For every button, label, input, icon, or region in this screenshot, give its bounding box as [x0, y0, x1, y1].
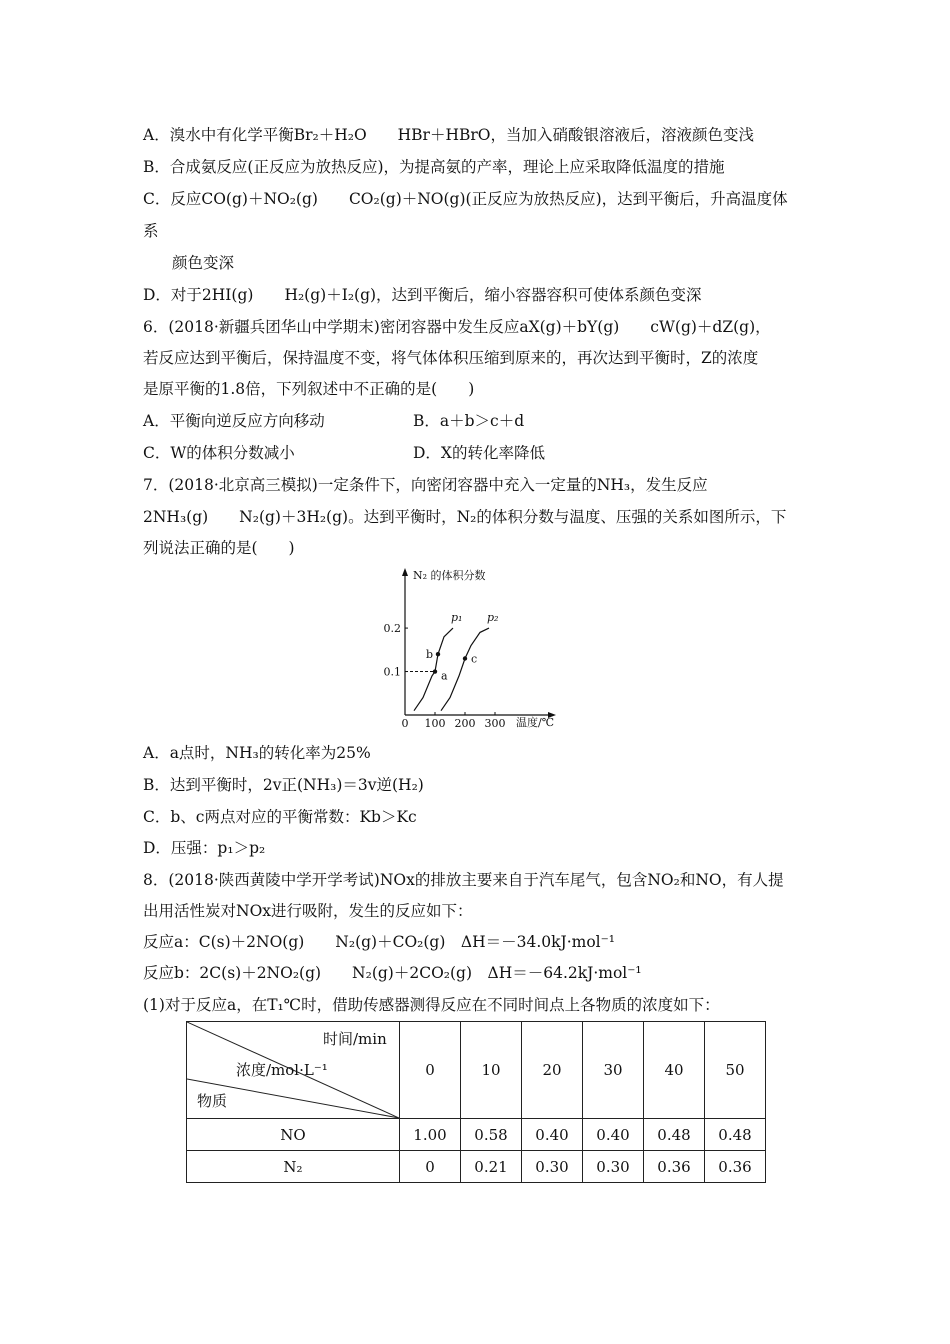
- y-tick-label: 0.1: [383, 665, 401, 679]
- n2-fraction-chart: [370, 565, 570, 730]
- q6-option-c: C．W的体积分数减小: [143, 444, 295, 462]
- time-40: 40: [644, 1022, 705, 1119]
- cell: 0.36: [644, 1151, 705, 1183]
- option-b: B．合成氨反应(正反应为放热反应)，为提高氨的产率，理论上应采取降低温度的措施: [143, 158, 725, 176]
- point-label-b: b: [426, 648, 434, 662]
- option-c: C．反应CO(g)＋NO₂(g) CO₂(g)＋NO(g)(正反应为放热反应)，达到平衡后，升高温度体: [143, 190, 788, 208]
- x-axis-label: 温度/℃: [516, 716, 555, 729]
- header-substance: 物质: [197, 1092, 228, 1110]
- row-label: NO: [187, 1119, 400, 1151]
- reaction-a: 反应a：C(s)＋2NO(g) N₂(g)＋CO₂(g) ΔH＝－34.0kJ·mol⁻¹: [143, 933, 616, 951]
- header-conc: 浓度/mol·L⁻¹: [236, 1061, 328, 1079]
- cell: 0.58: [461, 1119, 522, 1151]
- option-c-cont2: 颜色变深: [172, 254, 235, 272]
- point-c: [463, 656, 467, 660]
- q7-option-c: C．b、c两点对应的平衡常数：Kb＞Kc: [143, 808, 417, 826]
- chart-axes: [402, 568, 556, 718]
- time-20: 20: [522, 1022, 583, 1119]
- q6-option-a: A．平衡向逆反应方向移动: [143, 412, 325, 430]
- question-7-line3: 列说法正确的是( ): [143, 539, 295, 557]
- point-label-a: a: [441, 669, 448, 683]
- q7-option-b: B．达到平衡时，2v正(NH₃)＝3v逆(H₂): [143, 776, 424, 794]
- question-6: 6．(2018·新疆兵团华山中学期末)密闭容器中发生反应aX(g)＋bY(g) cW(g)＋dZ(g)，: [143, 318, 771, 336]
- table-row-n2: [187, 1151, 766, 1183]
- time-30: 30: [583, 1022, 644, 1119]
- question-7-line2: 2NH₃(g) N₂(g)＋3H₂(g)。达到平衡时，N₂的体积分数与温度、压强的关系如图所示，下: [143, 508, 787, 526]
- cell: 0.30: [522, 1151, 583, 1183]
- q6-option-b: B．a＋b＞c＋d: [413, 412, 525, 430]
- series-line-2: [441, 628, 489, 711]
- cell: 0: [400, 1151, 461, 1183]
- question-8-line2: 出用活性炭对NOx进行吸附，发生的反应如下：: [143, 902, 473, 920]
- y-axis-label: N₂ 的体积分数: [413, 569, 486, 582]
- point-b: [436, 652, 440, 656]
- q7-option-a: A．a点时，NH₃的转化率为25%: [143, 744, 371, 762]
- row-label: N₂: [187, 1151, 400, 1183]
- x-tick-label: 0: [401, 717, 409, 730]
- cell: 0.48: [705, 1119, 766, 1151]
- point-label-c: c: [471, 652, 478, 666]
- point-a: [433, 669, 437, 673]
- cell: 0.40: [583, 1119, 644, 1151]
- question-6-line3: 是原平衡的1.8倍，下列叙述中不正确的是( ): [143, 380, 475, 398]
- table-corner-header: [187, 1022, 400, 1119]
- time-0: 0: [400, 1022, 461, 1119]
- option-a: A．溴水中有化学平衡Br₂＋H₂O HBr＋HBrO，当加入硝酸银溶液后，溶液颜色变浅: [143, 126, 754, 144]
- series-label-2: p₂: [487, 611, 499, 625]
- option-c-cont: 系: [143, 222, 159, 240]
- question-8: 8．(2018·陕西黄陵中学开学考试)NOx的排放主要来自于汽车尾气，包含NO₂和NO，有人提: [143, 871, 784, 889]
- table-row-no: [187, 1119, 766, 1151]
- question-6-line2: 若反应达到平衡后，保持温度不变，将气体体积压缩到原来的，再次达到平衡时，Z的浓度: [143, 349, 759, 367]
- question-7: 7．(2018·北京高三模拟)一定条件下，向密闭容器中充入一定量的NH₃，发生反应: [143, 476, 708, 494]
- reaction-b: 反应b：2C(s)＋2NO₂(g) N₂(g)＋2CO₂(g) ΔH＝－64.2kJ·mol⁻¹: [143, 964, 642, 982]
- q7-option-d: D．压强：p₁＞p₂: [143, 839, 266, 857]
- option-d: D．对于2HI(g) H₂(g)＋I₂(g)，达到平衡后，缩小容器容积可使体系颜色变深: [143, 286, 702, 304]
- q6-option-d: D．X的转化率降低: [413, 444, 545, 462]
- x-tick-label: 300: [484, 717, 506, 730]
- cell: 1.00: [400, 1119, 461, 1151]
- question-8-part1: (1)对于反应a，在T₁℃时，借助传感器测得反应在不同时间点上各物质的浓度如下：: [143, 996, 720, 1014]
- y-tick-label: 0.2: [383, 622, 401, 636]
- table-header-row: [187, 1022, 766, 1119]
- time-50: 50: [705, 1022, 766, 1119]
- concentration-table: [186, 1021, 766, 1183]
- cell: 0.21: [461, 1151, 522, 1183]
- time-10: 10: [461, 1022, 522, 1119]
- cell: 0.48: [644, 1119, 705, 1151]
- series-label-1: p₁: [451, 611, 463, 625]
- cell: 0.40: [522, 1119, 583, 1151]
- cell: 0.30: [583, 1151, 644, 1183]
- header-time: 时间/min: [323, 1030, 387, 1048]
- x-tick-label: 100: [424, 717, 446, 730]
- x-tick-label: 200: [454, 717, 476, 730]
- cell: 0.36: [705, 1151, 766, 1183]
